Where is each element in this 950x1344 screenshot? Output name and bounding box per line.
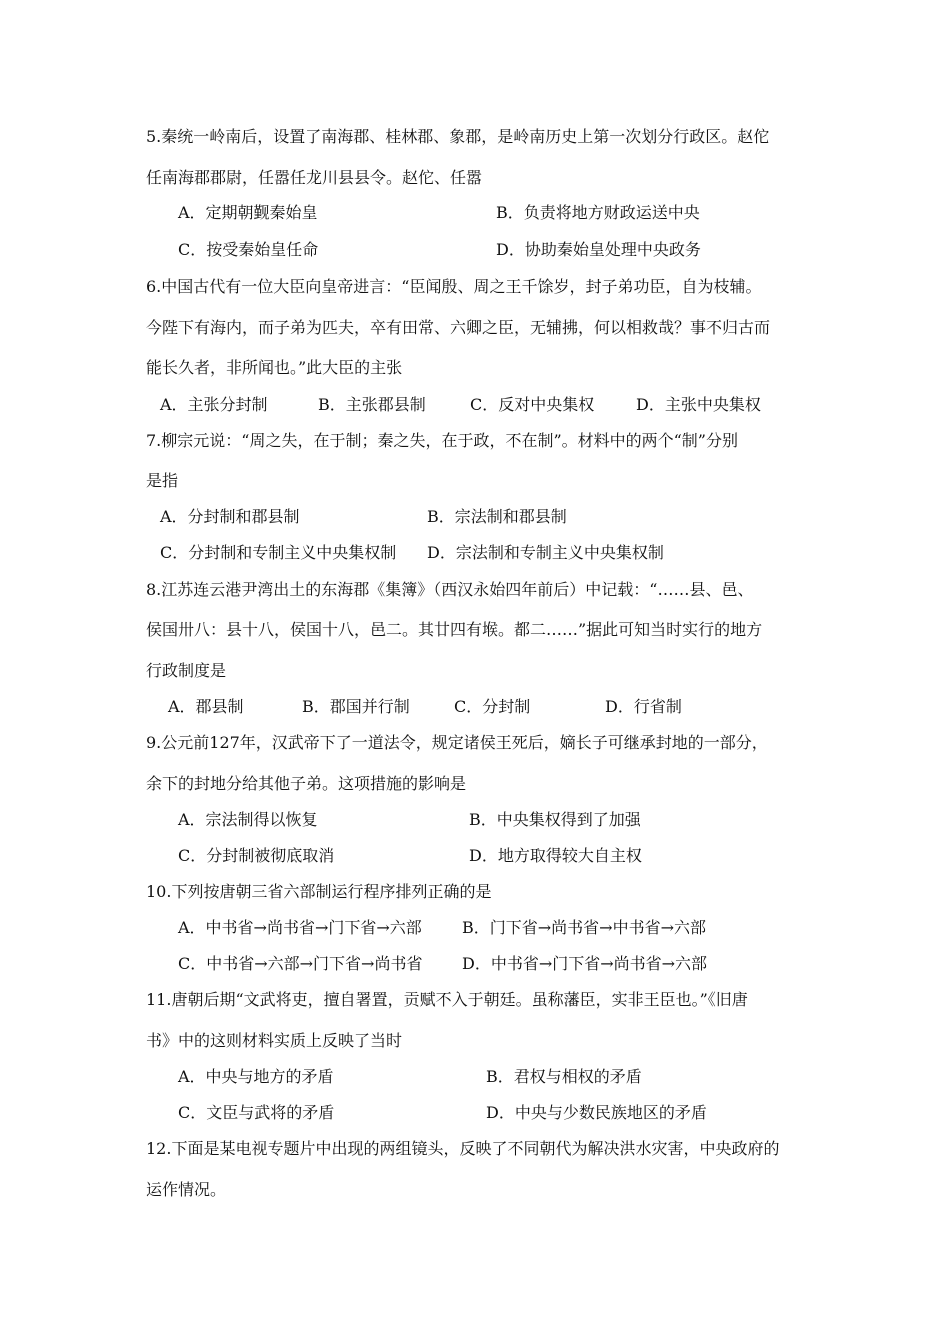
question-11-stem-line-1: 11.唐朝后期“文武将吏，擅自署置，贡赋不入于朝廷。虽称藩臣，实非王臣也。”《旧唐 bbox=[146, 990, 748, 1009]
question-6-option-a: A．主张分封制 bbox=[160, 395, 268, 414]
question-7-stem-line-2: 是指 bbox=[146, 471, 179, 490]
question-5-option-c: C．按受秦始皇任命 bbox=[178, 240, 319, 259]
question-11-option-c: C．文臣与武将的矛盾 bbox=[178, 1103, 335, 1122]
question-7-option-c: C．分封制和专制主义中央集权制 bbox=[160, 543, 397, 562]
question-7-option-d: D．宗法制和专制主义中央集权制 bbox=[427, 543, 664, 562]
question-5-option-a: A．定期朝觐秦始皇 bbox=[178, 203, 318, 222]
question-10-option-d: D．中书省→门下省→尚书省→六部 bbox=[462, 954, 708, 973]
question-8-option-a: A．郡县制 bbox=[168, 697, 244, 716]
question-8-stem-line-1: 8.江苏连云港尹湾出土的东海郡《集簿》（西汉永始四年前后）中记载：“……县、邑、 bbox=[146, 580, 754, 599]
question-6-stem-line-1: 6.中国古代有一位大臣向皇帝进言：“臣闻殷、周之王千馀岁，封子弟功臣，自为枝辅。 bbox=[146, 277, 762, 296]
question-6-option-c: C．反对中央集权 bbox=[470, 395, 595, 414]
question-6-stem-line-2: 今陛下有海内，而子弟为匹夫，卒有田常、六卿之臣，无辅拂，何以相救哉？事不归古而 bbox=[146, 318, 771, 337]
question-10-option-c: C．中书省→六部→门下省→尚书省 bbox=[178, 954, 423, 973]
question-8-option-d: D．行省制 bbox=[605, 697, 682, 716]
question-8-option-b: B．郡国并行制 bbox=[302, 697, 410, 716]
question-9-stem-line-2: 余下的封地分给其他子弟。这项措施的影响是 bbox=[146, 774, 467, 793]
question-5-option-d: D．协助秦始皇处理中央政务 bbox=[496, 240, 701, 259]
question-9-option-d: D．地方取得较大自主权 bbox=[469, 846, 642, 865]
question-9-option-b: B．中央集权得到了加强 bbox=[469, 810, 641, 829]
question-8-stem-line-2: 侯国卅八：县十八，侯国十八，邑二。其廿四有堠。都二……”据此可知当时实行的地方 bbox=[146, 620, 763, 639]
question-12-stem-line-1: 12.下面是某电视专题片中出现的两组镜头，反映了不同朝代为解决洪水灾害，中央政府的 bbox=[146, 1139, 780, 1158]
question-11-option-b: B．君权与相权的矛盾 bbox=[486, 1067, 642, 1086]
question-6-stem-line-3: 能长久者，非所闻也。”此大臣的主张 bbox=[146, 358, 403, 377]
question-11-stem-line-2: 书》中的这则材料实质上反映了当时 bbox=[146, 1031, 403, 1050]
question-6-option-b: B．主张郡县制 bbox=[318, 395, 426, 414]
question-10-stem-line-1: 10.下列按唐朝三省六部制运行程序排列正确的是 bbox=[146, 882, 492, 901]
question-12-stem-line-2: 运作情况。 bbox=[146, 1180, 227, 1199]
question-7-stem-line-1: 7.柳宗元说：“周之失，在于制；秦之失，在于政，不在制”。材料中的两个“制”分别 bbox=[146, 431, 738, 450]
question-5-stem-line-2: 任南海郡郡尉，任嚣任龙川县县令。赵佗、任嚣 bbox=[146, 168, 483, 187]
question-5-stem-line-1: 5.秦统一岭南后，设置了南海郡、桂林郡、象郡，是岭南历史上第一次划分行政区。赵佗 bbox=[146, 127, 770, 146]
question-7-option-b: B．宗法制和郡县制 bbox=[427, 507, 567, 526]
question-8-stem-line-3: 行政制度是 bbox=[146, 661, 227, 680]
question-10-option-a: A．中书省→尚书省→门下省→六部 bbox=[178, 918, 422, 937]
question-7-option-a: A．分封制和郡县制 bbox=[160, 507, 300, 526]
question-5-option-b: B．负责将地方财政运送中央 bbox=[496, 203, 700, 222]
question-6-option-d: D．主张中央集权 bbox=[636, 395, 761, 414]
question-11-option-a: A．中央与地方的矛盾 bbox=[178, 1067, 334, 1086]
question-8-option-c: C．分封制 bbox=[454, 697, 531, 716]
question-9-option-a: A．宗法制得以恢复 bbox=[178, 810, 318, 829]
question-10-option-b: B．门下省→尚书省→中书省→六部 bbox=[462, 918, 706, 937]
question-11-option-d: D．中央与少数民族地区的矛盾 bbox=[486, 1103, 707, 1122]
question-9-stem-line-1: 9.公元前127年，汉武帝下了一道法令，规定诸侯王死后，嫡长子可继承封地的一部分， bbox=[146, 733, 768, 752]
question-9-option-c: C．分封制被彻底取消 bbox=[178, 846, 335, 865]
